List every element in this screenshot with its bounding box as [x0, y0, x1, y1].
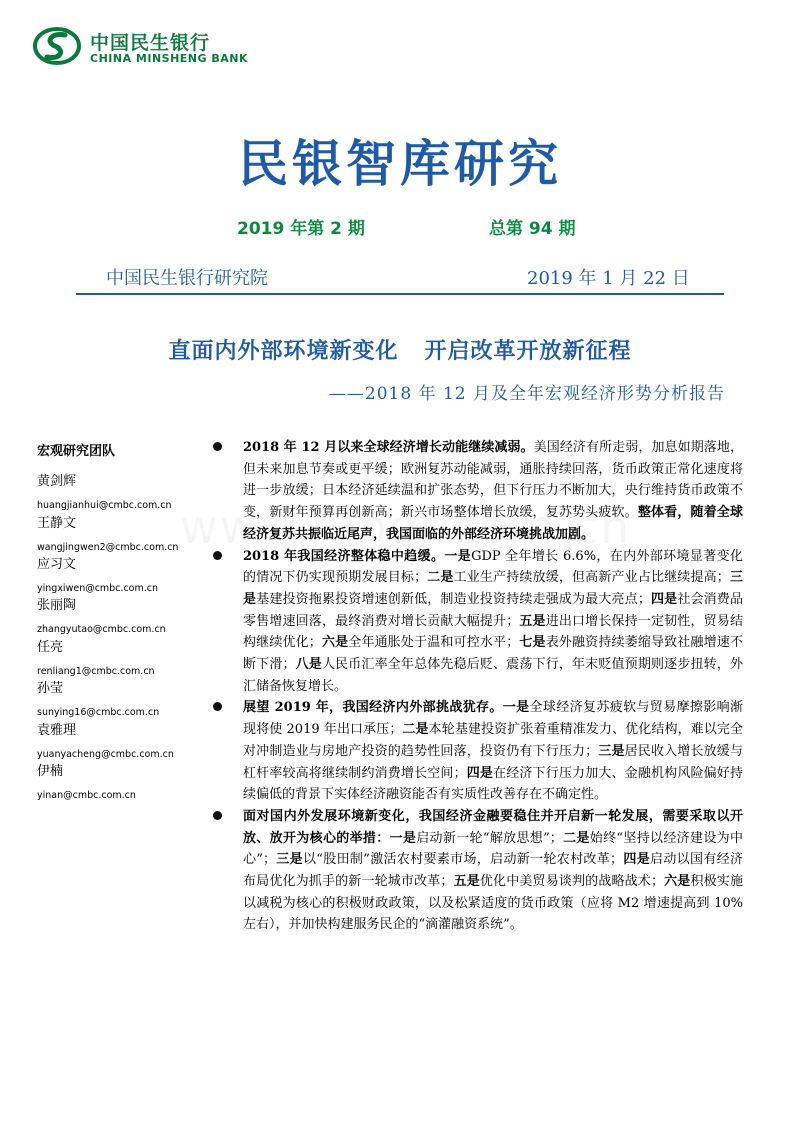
text-run: 全球经济复苏疲软与贸易摩擦影响渐现将使 2019 年出口承压；: [243, 700, 743, 738]
text-run: 八是: [295, 657, 322, 673]
summary-content: [213, 437, 743, 936]
text-run: 2018 年 12 月以来全球经济增长动能继续减弱。: [243, 440, 534, 455]
team-member: [37, 473, 227, 513]
header-divider: [76, 293, 724, 295]
text-run: 一是: [502, 700, 530, 716]
report-title-part2: 开启改革开放新征程: [424, 339, 632, 364]
text-run: 四是: [650, 591, 678, 607]
member-email[interactable]: renliang1@cmbc.com.cn: [37, 666, 155, 677]
team-member: [37, 556, 227, 596]
summary-paragraph: [213, 437, 743, 546]
report-subtitle: ——2018 年 12 月及全年宏观经济形势分析报告: [328, 384, 725, 404]
text-run: 表外融资持续萎缩导致社融增速不断下滑；: [243, 635, 743, 673]
text-run: 人民币汇率全年总体先稳后贬、震荡下行，年末贬值预期则逐步扭转，外汇储备恢复增长。: [243, 657, 743, 694]
summary-paragraph: [213, 806, 743, 936]
text-run: 展望 2019 年，我国经济内外部挑战犹存。: [243, 700, 503, 716]
minsheng-logo-icon: [33, 26, 81, 66]
team-title: 宏观研究团队: [37, 444, 116, 459]
text-run: 七是: [519, 635, 546, 651]
text-run: 二是: [427, 570, 454, 586]
text-run: 本轮基建投资扩张着重精准发力、优化结构，难以完全对冲制造业与房地产投资的趋势性回落，投资仍有下行压力；: [243, 722, 743, 759]
member-name: 应习文: [37, 557, 77, 572]
text-run: 六是: [663, 874, 691, 890]
team-member: [37, 639, 227, 679]
issue-year: 2019 年第 2 期: [237, 219, 365, 239]
member-name: 伊楠: [37, 764, 64, 779]
member-email[interactable]: huangjianhui@cmbc.com.cn: [37, 500, 172, 511]
text-run: 三是: [243, 570, 743, 607]
publish-date: 2019 年 1 月 22 日: [527, 268, 690, 289]
text-run: 在经济下行压力加大、金融机构风险偏好持续偏低的背景下实体经济融资能否有实质性改善存在不确定性。: [243, 765, 743, 803]
member-name: 张丽陶: [37, 598, 77, 613]
text-run: 全年通胀处于温和可控水平；: [348, 635, 520, 651]
bullet-icon: [213, 702, 222, 711]
text-run: 四是: [466, 765, 494, 781]
text-run: 进出口增长保持一定韧性，贸易结构继续优化；: [243, 613, 743, 651]
text-run: 社会消费品零售增速回落，最终消费对增长贡献大幅提升；: [243, 591, 743, 629]
text-run: 面对国内外发展环境新变化，我国经济金融要稳住并开启新一轮发展，需要采取以开放、放开为核心的举措：: [243, 808, 743, 846]
bank-name-en: CHINA MINSHENG BANK: [90, 52, 248, 65]
text-run: 四是: [623, 852, 651, 868]
member-email[interactable]: yinan@cmbc.com.cn: [37, 790, 136, 801]
text-run: 五是: [453, 874, 480, 890]
member-name: 袁雅理: [37, 723, 77, 738]
text-run: GDP 全年增长 6.6%，在内外部环境显著变化的情况下仍实现预期发展目标；: [243, 548, 743, 586]
member-name: 王静文: [37, 516, 77, 531]
member-email[interactable]: wangjingwen2@cmbc.com.cn: [37, 542, 179, 553]
report-title: [0, 334, 800, 365]
text-run: 三是: [275, 852, 303, 868]
text-run: 三是: [598, 743, 625, 759]
text-run: 2018 年我国经济整体稳中趋缓。: [243, 548, 445, 564]
member-email[interactable]: zhangyutao@cmbc.com.cn: [37, 624, 166, 635]
team-member: [37, 722, 227, 762]
member-email[interactable]: sunying16@cmbc.com.cn: [37, 707, 160, 718]
text-run: 优化中美贸易谈判的战略战术；: [479, 874, 664, 890]
member-name: 孙莹: [37, 681, 64, 696]
summary-paragraph: [213, 697, 743, 806]
text-run: 整体看，随着全球经济复苏共振临近尾声，我国面临的外部经济环境挑战加剧。: [243, 505, 743, 542]
text-run: 二是: [562, 830, 590, 846]
team-member: [37, 680, 227, 720]
member-name: 任亮: [37, 640, 64, 655]
text-run: 启动以国有经济布局优化为抓手的新一轮城市改革；: [243, 852, 743, 890]
member-name: 黄剑辉: [37, 474, 77, 489]
text-run: 基建投资拖累投资增速创新低，制造业投资持续走强成为最大亮点；: [256, 591, 651, 607]
team-member: [37, 597, 227, 637]
text-run: 以“股田制”激活农村要素市场，启动新一轮农村改革；: [302, 852, 624, 868]
issue-total: 总第 94 期: [489, 219, 576, 239]
text-run: 一是: [444, 548, 472, 564]
bullet-icon: [213, 442, 222, 451]
report-title-part1: 直面内外部环境新变化: [168, 339, 399, 364]
summary-paragraph: [213, 546, 743, 698]
text-run: 居民收入增长放缓与杠杆率较高将继续制约消费增长空间；: [243, 743, 743, 781]
text-run: 一是: [389, 830, 417, 846]
text-run: 积极实施以减税为核心的积极财政政策，以及松紧适度的货币政策（应将 M2 增速提高到 10%左右），并加快构建服务民企的“滴灌融资系统”。: [243, 874, 743, 933]
text-run: 启动新一轮“解放思想”；: [416, 830, 563, 846]
text-run: 美国经济有所走弱，加息如期落地，但未来加息节奏或更平缓；欧洲复苏动能减弱，通胀持续回落，货币政策正常化速度将进一步放缓；日本经济延续温和扩张态势，但下行压力不断加大，央行维持货币政策不变，新财年预算再创新高；新兴市场整体增长放缓，复苏势头疲软。: [243, 440, 743, 521]
team-member: [37, 515, 227, 555]
team-member: [37, 763, 227, 803]
bullet-icon: [213, 551, 222, 560]
bank-name-cn: 中国民生银行: [90, 32, 211, 54]
member-email[interactable]: yingxiwen@cmbc.com.cn: [37, 583, 159, 594]
text-run: 六是: [321, 635, 349, 651]
masthead-title: 民银智库研究: [238, 135, 562, 193]
text-run: 二是: [402, 722, 429, 738]
text-run: 工业生产持续放缓，但高新产业占比继续提高；: [453, 570, 730, 586]
member-email[interactable]: yuanyacheng@cmbc.com.cn: [37, 749, 174, 760]
bullet-icon: [213, 811, 222, 820]
text-run: 五是: [519, 613, 546, 629]
text-run: 始终“坚持以经济建设为中心”；: [243, 830, 743, 868]
institute-name: 中国民生银行研究院: [106, 268, 268, 289]
